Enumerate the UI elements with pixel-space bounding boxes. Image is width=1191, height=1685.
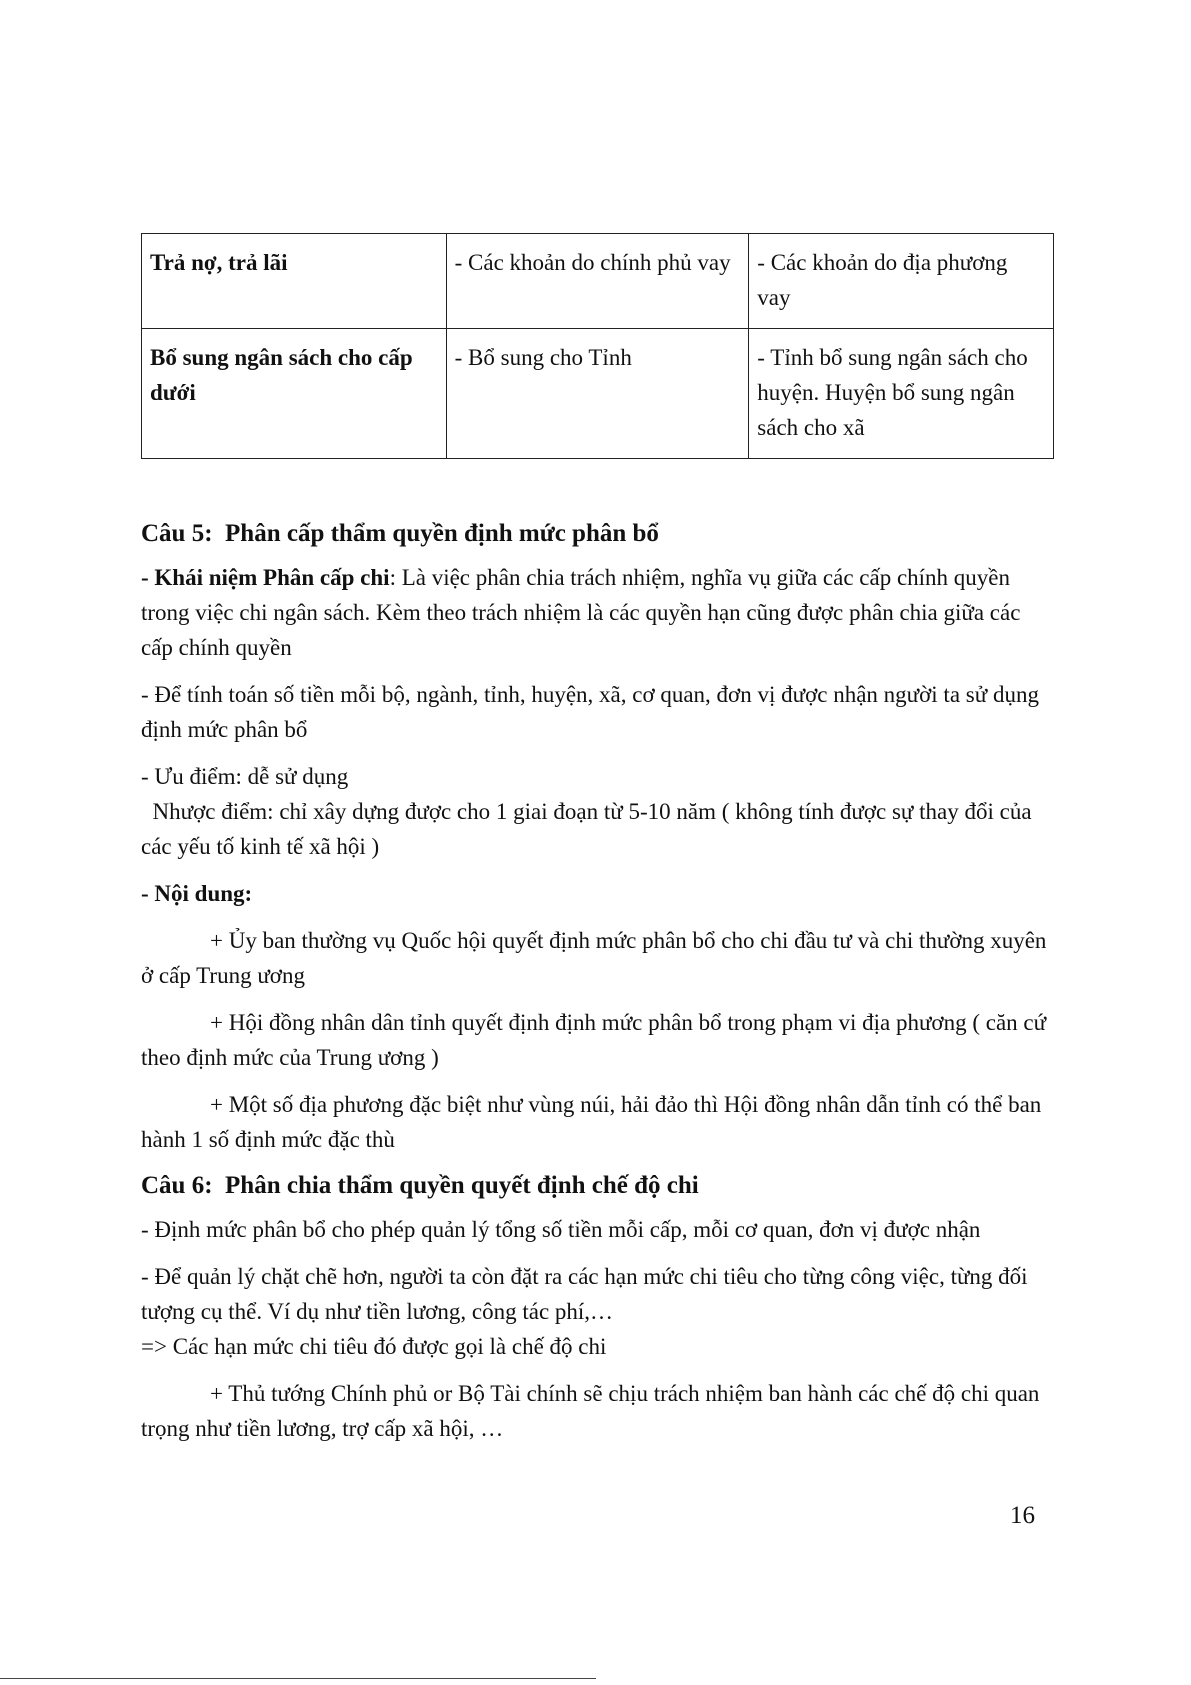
control-paragraph: - Để quản lý chặt chẽ hơn, người ta còn đặt ra các hạn mức chi tiêu cho từng công việc, từng đối tượng cụ thể. Ví dụ như tiền lương, công tác phí,…	[141, 1264, 1028, 1324]
table-cell-local: - Tỉnh bổ sung ngân sách cho huyện. Huyện bổ sung ngân sách cho xã	[749, 329, 1054, 459]
calc-paragraph: - Để tính toán số tiền mỗi bộ, ngành, tỉnh, huyện, xã, cơ quan, đơn vị được nhận người ta sử dụng định mức phân bổ	[141, 682, 1039, 742]
table-cell-category: Trả nợ, trả lãi	[142, 234, 447, 329]
page-number: 16	[1010, 1502, 1035, 1529]
content-item: + Thủ tướng Chính phủ or Bộ Tài chính sẽ chịu trách nhiệm ban hành các chế độ chi quan trọng như tiền lương, trợ cấp xã hội, …	[141, 1381, 1040, 1441]
content-label	[141, 876, 1054, 911]
table-cell-local: - Các khoản do địa phương vay	[749, 234, 1054, 329]
budget-table	[141, 233, 1054, 459]
table-cell-central: - Bổ sung cho Tỉnh	[446, 329, 749, 459]
content-item: + Hội đồng nhân dân tỉnh quyết định định mức phân bổ trong phạm vi địa phương ( căn cứ theo định mức của Trung ương )	[141, 1010, 1047, 1070]
section5-heading: Câu 5: Phân cấp thẩm quyền định mức phân bổ	[141, 520, 659, 547]
section5-body	[141, 560, 1054, 1157]
footer-divider	[0, 1678, 596, 1679]
table-row	[142, 234, 1054, 329]
table-cell-category: Bổ sung ngân sách cho cấp dưới	[142, 329, 447, 459]
concept-text: : Là việc phân chia trách nhiệm, nghĩa vụ giữa các cấp chính quyền trong việc chi ngân sách. Kèm theo trách nhiệm là các quyền hạn cũng được phân chia giữa các cấp chính quyền	[141, 565, 1021, 660]
disadvantage-paragraph: Nhược điểm: chỉ xây dựng được cho 1 giai đoạn từ 5-10 năm ( không tính được sự thay đổi của các yếu tố kinh tế xã hội )	[141, 799, 1038, 859]
section6-heading: Câu 6: Phân chia thẩm quyền quyết định chế độ chi	[141, 1172, 699, 1199]
table-row	[142, 329, 1054, 459]
concept-paragraph	[141, 560, 1054, 665]
conclusion-paragraph: => Các hạn mức chi tiêu đó được gọi là chế độ chi	[141, 1334, 607, 1359]
section6-body	[141, 1212, 1054, 1446]
content-label-text: - Nội dung:	[141, 881, 253, 906]
table-cell-central: - Các khoản do chính phủ vay	[446, 234, 749, 329]
content-item: + Một số địa phương đặc biệt như vùng núi, hải đảo thì Hội đồng nhân dẫn tỉnh có thể ban hành 1 số định mức đặc thù	[141, 1092, 1042, 1152]
advantage-paragraph: - Ưu điểm: dễ sử dụng	[141, 764, 349, 789]
allocation-paragraph: - Định mức phân bổ cho phép quản lý tổng số tiền mỗi cấp, mỗi cơ quan, đơn vị được nhận	[141, 1217, 981, 1242]
content-item: + Ủy ban thường vụ Quốc hội quyết định mức phân bổ cho chi đầu tư và chi thường xuyên ở cấp Trung ương	[141, 928, 1047, 988]
concept-label: - Khái niệm Phân cấp chi	[141, 565, 390, 590]
